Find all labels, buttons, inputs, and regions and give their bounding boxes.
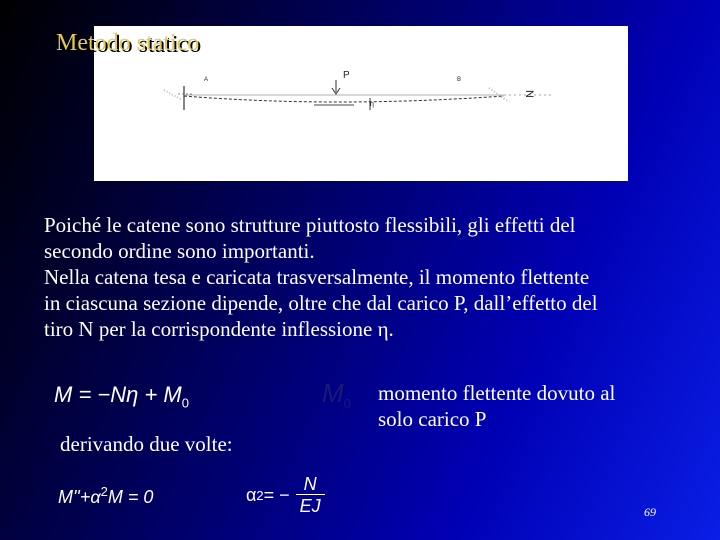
moment-equation-subscript: 0 <box>181 395 189 411</box>
moment-equation-main: M = −Nη + M <box>54 382 182 407</box>
alpha-symbol: α <box>246 485 257 505</box>
alpha-fraction <box>296 474 325 517</box>
page-number: 69 <box>644 505 656 519</box>
derivation-text: derivando due volte: <box>60 432 233 456</box>
body-line: tiro N per la corrispondente inflessione η. <box>44 317 394 341</box>
body-line: Nella catena tesa e caricata trasversalmente, il momento flettente <box>44 265 590 289</box>
m0-symbol <box>322 378 351 411</box>
deflected-chain <box>184 96 504 102</box>
slide-title: Metodo statico <box>56 30 200 56</box>
deflection-label: η <box>370 101 374 108</box>
m0-description-line: momento flettente dovuto al <box>378 381 616 405</box>
diff-eq-part1: M''+α <box>58 487 101 507</box>
differential-equation <box>58 484 153 508</box>
alpha-definition <box>246 474 325 517</box>
m0-symbol-base: M <box>322 378 344 408</box>
small-label-left: A <box>204 77 209 83</box>
fraction-denominator: EJ <box>296 494 325 517</box>
body-line: Poiché le catene sono strutture piuttosto flessibili, gli effetti del <box>44 213 576 237</box>
alpha-superscript: 2 <box>256 488 264 503</box>
body-paragraph <box>44 212 694 342</box>
diff-eq-part2: M = 0 <box>107 487 154 507</box>
small-label-right: B <box>457 77 462 83</box>
m0-description-line: solo carico P <box>378 407 487 431</box>
fraction-numerator: N <box>303 474 317 494</box>
diff-eq-superscript: 2 <box>100 484 108 499</box>
moment-equation <box>54 382 189 410</box>
left-anchor-hatch <box>164 90 182 100</box>
load-label: P <box>343 70 350 81</box>
m0-symbol-subscript: 0 <box>343 396 351 412</box>
alpha-equals: = − <box>263 485 290 505</box>
tension-label: N <box>523 90 535 98</box>
m0-description <box>378 380 678 432</box>
body-line: in ciascuna sezione dipende, oltre che dal carico P, dall’effetto del <box>44 291 598 315</box>
body-line: secondo ordine sono importanti. <box>44 239 315 263</box>
